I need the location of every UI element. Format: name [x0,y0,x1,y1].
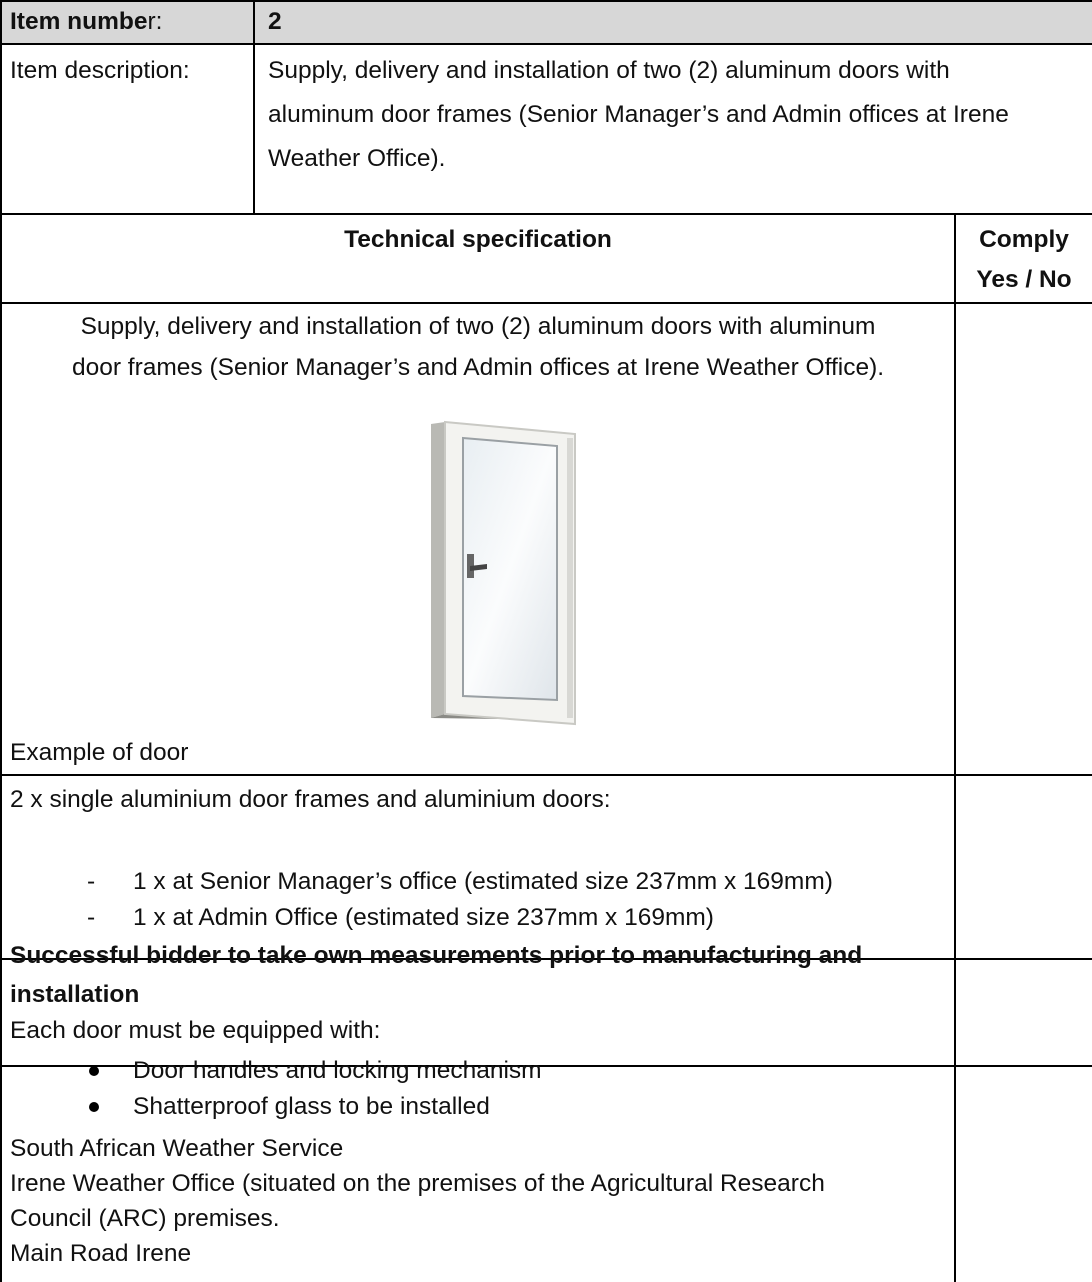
address-line-2: Irene Weather Office (situated on the premises of the Agricultural Research [10,1170,825,1197]
equipment-item-2: Shatterproof glass to be installed [133,1093,490,1120]
item-number-label-bold: Item numbe [10,8,148,35]
comply-heading-line-2: Yes / No [976,266,1072,293]
table-divider-intro [0,774,1092,776]
frames-item-2: 1 x at Admin Office (estimated size 237mm x 169mm) [133,904,714,931]
item-description-label: Item description: [10,57,190,84]
door-image-caption: Example of door [10,739,189,766]
frames-item-1: 1 x at Senior Manager’s office (estimated size 237mm x 169mm) [133,868,833,895]
table-divider-label-column [253,0,255,214]
frames-note-line-2: installation [10,981,140,1008]
table-divider-header [0,43,1092,45]
item-description-line-2: aluminum door frames (Senior Manager’s and Admin offices at Irene [268,101,1009,128]
table-divider-description [0,213,1092,215]
equipment-heading: Each door must be equipped with: [10,1017,381,1044]
equipment-bullet-2 [89,1102,99,1112]
table-border-top [0,0,1092,2]
header-band [0,0,1092,44]
item-number-label-rest: r: [147,8,163,35]
item-description-line-3: Weather Office). [268,145,446,172]
intro-line-1: Supply, delivery and installation of two (2) aluminum doors with aluminum [80,313,876,340]
technical-specification-heading: Technical specification [344,226,612,253]
comply-heading-line-1: Comply [979,226,1069,253]
item-description-line-1: Supply, delivery and installation of two (2) aluminum doors with [268,57,950,84]
frames-dash-1: - [87,868,96,895]
table-border-left [0,0,2,1282]
equipment-item-1: Door handles and locking mechanism [133,1057,542,1084]
table-divider-spec-header [0,302,1092,304]
frames-note-line-1: Successful bidder to take own measurements prior to manufacturing and [10,942,863,969]
door-image [425,418,585,730]
equipment-bullet-1 [89,1066,99,1076]
address-line-3: Council (ARC) premises. [10,1205,280,1232]
frames-heading: 2 x single aluminium door frames and aluminium doors: [10,786,611,813]
intro-line-2: door frames (Senior Manager’s and Admin offices at Irene Weather Office). [71,354,885,381]
address-line-1: South African Weather Service [10,1135,344,1162]
frames-dash-2: - [87,904,96,931]
item-number-label [10,7,162,37]
item-number-value: 2 [268,8,282,35]
address-line-4: Main Road Irene [10,1240,192,1267]
